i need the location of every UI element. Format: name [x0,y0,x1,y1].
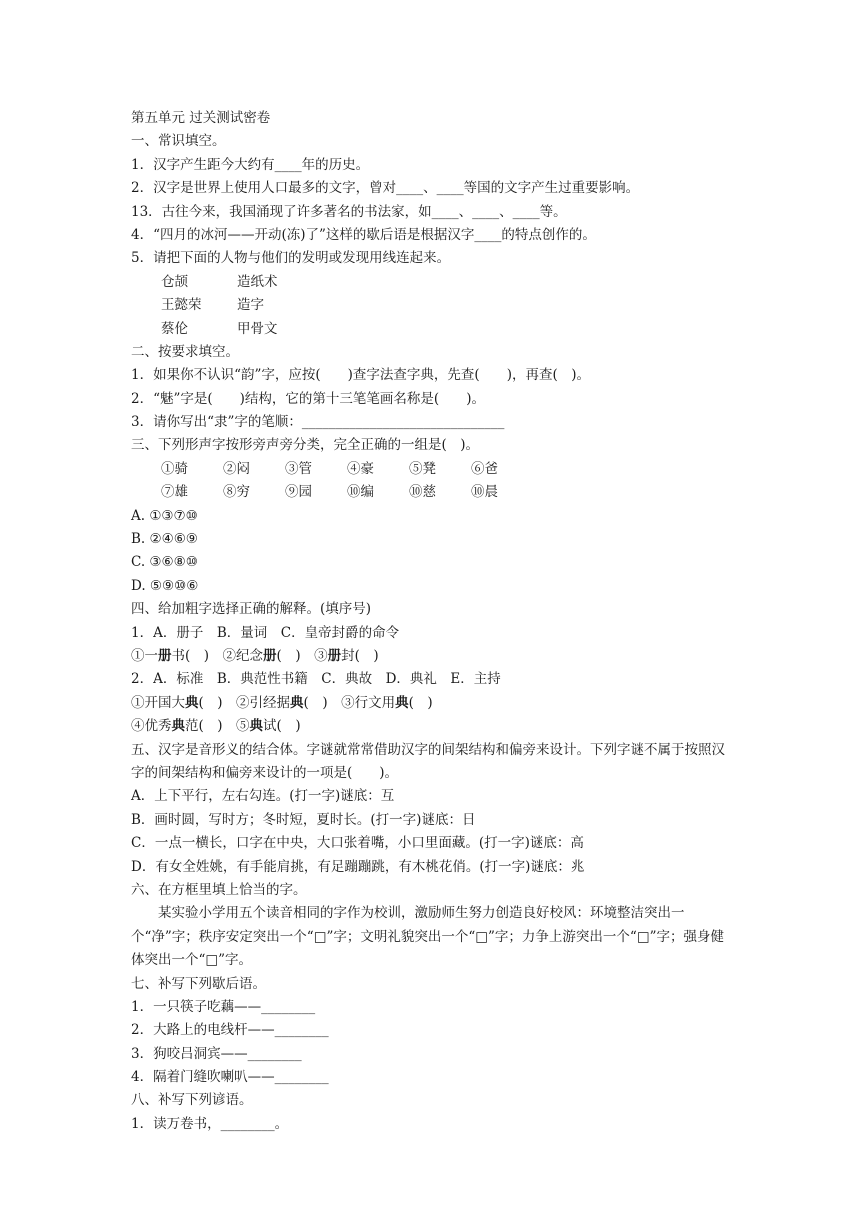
section-5-heading: 五、汉字是音形义的结合体。字谜就常常借助汉字的间架结构和偏旁来设计。下列字谜不属于按照汉字的间架结构和偏旁来设计的一项是( )。 [131,741,725,781]
item-suffix: ( ) [408,694,433,711]
s4-q1-items [131,645,731,668]
s3-option-b: B. ②④⑥⑨ [131,531,198,548]
character-row-1 [131,458,731,481]
item-suffix: 范( ) [185,718,237,735]
match-row-1 [131,271,731,294]
s4-question-2: 2．A．标准 B．典范性书籍 C．典故 D．典礼 E．主持 [131,671,501,688]
s3-option-a: A. ①③⑦⑩ [131,507,198,524]
section-6-heading: 六、在方框里填上恰当的字。 [131,881,307,898]
invention-name: 造纸术 [237,273,278,290]
item-prefix: ⑤ [236,718,250,735]
character-item: ⑤凳 [409,460,436,477]
person-name: 蔡伦 [161,320,188,337]
item-prefix: ③ [314,647,328,664]
s3-option-c: C. ③⑥⑧⑩ [131,554,198,571]
bold-character: 典 [249,718,264,735]
section-2-heading: 二、按要求填空。 [131,343,239,360]
s4-question-1: 1．A．册子 B．量词 C．皇帝封爵的命令 [131,624,400,641]
bold-character: 典 [171,718,185,735]
bold-character: 册 [327,647,342,664]
item-prefix: ②纪念 [222,647,264,664]
invention-name: 甲骨文 [237,320,278,337]
s5-option-a: A．上下平行，左右勾连。(打一字)谜底：互 [131,788,395,805]
character-item: ④豪 [347,460,374,477]
document-content [131,107,731,1136]
character-item: ⑩晨 [471,484,498,501]
character-item: ⑩慈 [409,484,436,501]
s5-option-d: D．有女全姓姚，有手能肩挑，有足蹦蹦跳，有木桃花俏。(打一字)谜底：兆 [131,858,585,875]
s2-question-2: 2．“魅”字是( )结构，它的第十三笔笔画名称是( )。 [131,390,485,407]
invention-name: 造字 [237,297,264,314]
s4-q2-items-row-2 [131,715,731,738]
item-prefix: ③行文用 [341,694,396,711]
s1-question-4: 4．“四月的冰河——开动(冻)了”这样的歇后语是根据汉字____的特点创作的。 [131,226,596,243]
character-item: ⑦雄 [161,484,188,501]
item-suffix: ( ) [198,694,237,711]
s1-question-5: 5．请把下面的人物与他们的发明或发现用线连起来。 [131,250,451,267]
person-name: 王懿荣 [161,297,202,314]
s4-q2-items-row-1 [131,692,731,715]
s2-question-1: 1．如果你不认识“韵”字，应按( )查字法查字典，先查( )，再查( )。 [131,367,590,384]
person-name: 仓颉 [161,273,188,290]
item-suffix: 试( ) [263,718,301,735]
character-item: ⑥爸 [471,460,498,477]
item-suffix: ( ) [303,694,342,711]
bold-character: 典 [185,694,199,711]
s8-item-1: 1．读万卷书，________。 [131,1115,289,1132]
item-suffix: 书( ) [171,647,223,664]
section-3-heading: 三、下列形声字按形旁声旁分类，完全正确的一组是( )。 [131,437,480,454]
section-1-heading: 一、常识填空。 [131,133,226,150]
character-item: ②闷 [223,460,250,477]
s7-item-1: 1．一只筷子吃藕——________ [131,998,316,1015]
item-prefix: ①开国大 [131,694,185,711]
item-prefix: ①一 [131,647,158,664]
s1-question-1: 1．汉字产生距今大约有____年的历史。 [131,156,370,173]
s6-paragraph: 某实验小学用五个读音相同的字作为校训，激励师生努力创造良好校风：环境整洁突出一个“净”字；秩序安定突出一个“□”字；文明礼貌突出一个“□”字；力争上游突出一个“□”字；强身健体突出一个“□”字。 [131,905,724,969]
section-8-heading: 八、补写下列谚语。 [131,1092,253,1109]
section-4-heading: 四、给加粗字选择正确的解释。(填序号) [131,601,372,618]
s5-option-b: B．画时圆，写时方；冬时短，夏时长。(打一字)谜底：日 [131,811,476,828]
s1-question-3: 13．古往今来，我国涌现了许多著名的书法家，如____、____、____等。 [131,203,567,220]
item-prefix: ④优秀 [131,718,172,735]
bold-character: 典 [395,694,409,711]
character-item: ⑧穷 [223,484,250,501]
page-title: 第五单元 过关测试密卷 [131,110,271,126]
character-item: ⑨园 [285,484,312,501]
bold-character: 册 [158,647,172,664]
s2-question-3: 3．请你写出“隶”字的笔顺：______________________________ [131,414,505,431]
s7-item-2: 2．大路上的电线杆——________ [131,1022,329,1039]
s3-option-d: D. ⑤⑨⑩⑥ [131,577,199,594]
bold-character: 典 [290,694,304,711]
bold-character: 册 [263,647,277,664]
item-prefix: ②引经据 [236,694,291,711]
s5-option-c: C．一点一横长，口字在中央，大口张着嘴，小口里面藏。(打一字)谜底：高 [131,835,584,852]
item-suffix: ( ) [276,647,315,664]
character-item: ①骑 [161,460,188,477]
character-item: ⑩编 [347,484,374,501]
s1-question-2: 2．汉字是世界上使用人口最多的文字，曾对____、____等国的文字产生过重要影响。 [131,180,640,197]
s7-item-3: 3．狗咬吕洞宾——________ [131,1045,302,1062]
character-item: ③管 [285,460,312,477]
item-suffix: 封( ) [341,647,379,664]
character-row-2 [131,481,731,504]
s7-item-4: 4．隔着门缝吹喇叭——________ [131,1069,329,1086]
match-row-2 [131,294,731,317]
match-row-3 [131,318,731,341]
section-7-heading: 七、补写下列歇后语。 [131,975,266,992]
